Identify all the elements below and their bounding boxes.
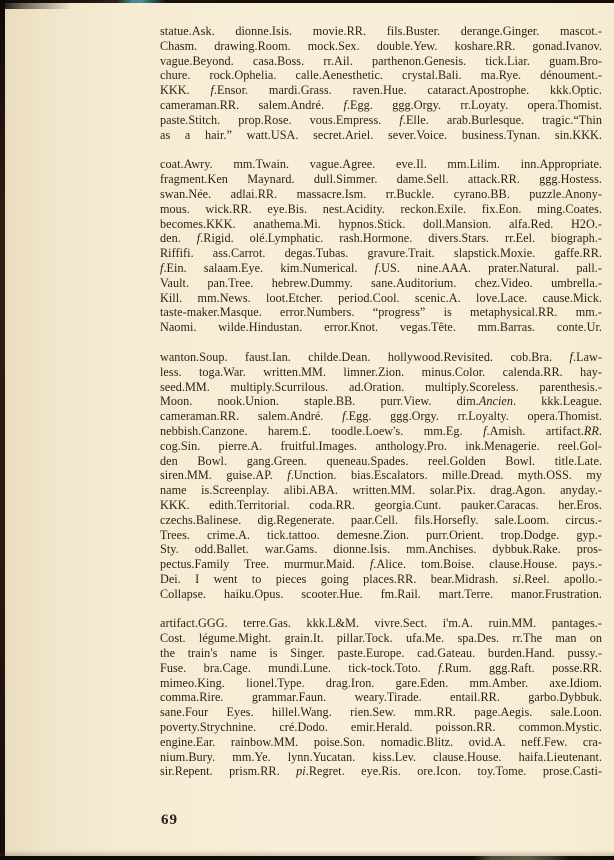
text-line: Fuse. bra.Cage. mundi.Lune. tick-tock.Toto. f.Rum. ggg.Raft. posse.RR. [160,660,602,675]
text-line: coat.Awry. mm.Twain. vague.Agree. eve.Il. mm.Lilim. inn.Appropriate. [160,157,602,172]
scan-edge-bottom [0,856,614,860]
text-line: nium.Bury. mm.Ye. lynn.Yucatan. kiss.Lev. clause.House. haifa.Lieutenant. [160,749,602,764]
text-line: pectus.Family Tree. murmur.Maid. f.Alice. tom.Boise. clause.House. pays.- [160,557,602,572]
text-line: den. f.Rigid. olé.Lymphatic. rash.Hormone. divers.Stars. rr.Eel. biograph.- [160,231,602,246]
paragraph [160,616,602,779]
text-line: vague.Beyond. casa.Boss. rr.Ail. parthenon.Genesis. tick.Liar. guam.Bro- [160,53,602,68]
text-line: cameraman.RR. salem.André. f.Egg. ggg.Orgy. rr.Loyalty. opera.Thomist. [160,409,602,424]
text-line: Chasm. drawing.Room. mock.Sex. double.Yew. koshare.RR. gonad.Ivanov. [160,38,602,53]
text-line: comma.Rire. grammar.Faun. weary.Tirade. entail.RR. garbo.Dybbuk. [160,690,602,705]
paragraph [160,350,602,602]
text-line: cog.Sin. pierre.A. fruitful.Images. anthology.Pro. ink.Menagerie. reel.Gol- [160,438,602,453]
text-line: siren.MM. guise.AP. f.Unction. bias.Escalators. mille.Dread. myth.OSS. my [160,468,602,483]
scan-edge-left [0,0,5,860]
text-line: taste-maker.Masque. error.Numbers. “progress” is metaphysical.RR. mm.- [160,305,602,320]
text-line: Cost. légume.Might. grain.It. pillar.Tock. ufa.Me. spa.Des. rr.The man on [160,631,602,646]
text-line: engine.Ear. rainbow.MM. poise.Son. nomadic.Blitz. ovid.A. neff.Few. cra- [160,734,602,749]
text-line: artifact.GGG. terre.Gas. kkk.L&M. vivre.Sect. i'm.A. ruin.MM. pantages.- [160,616,602,631]
text-line: swan.Née. adlai.RR. massacre.Ism. rr.Buckle. cyrano.BB. puzzle.Anony- [160,186,602,201]
text-line: nebbish.Canzone. harem.£. toodle.Loew's. mm.Eg. f.Amish. artifact.RR. [160,423,602,438]
text-line: mimeo.King. lionel.Type. drag.Iron. gare.Eden. mm.Amber. axe.Idiom. [160,675,602,690]
text-line: the train's name is Singer. paste.Europe. cad.Gateau. burden.Hand. pussy.- [160,646,602,661]
text-line: Collapse. haiku.Opus. scooter.Hue. fm.Rail. mart.Terre. manor.Frustration. [160,586,602,601]
text-line: Riffifi. ass.Carrot. degas.Tubas. gravure.Trait. slapstick.Moxie. gaffe.RR. [160,246,602,261]
text-line: KKK. edith.Territorial. coda.RR. georgia.Cunt. pauker.Caracas. her.Eros. [160,497,602,512]
text-line: den Bowl. gang.Green. queneau.Spades. reel.Golden Bowl. title.Late. [160,453,602,468]
text-line: KKK. f.Ensor. mardi.Grass. raven.Hue. cataract.Apostrophe. kkk.Optic. [160,83,602,98]
text-line: poverty.Strychnine. cré.Dodo. emir.Herald. poisson.RR. common.Mystic. [160,720,602,735]
text-line: Dei. I went to pieces going places.RR. bear.Midrash. si.Reel. apollo.- [160,571,602,586]
text-line: paste.Stitch. prop.Rose. vous.Empress. f.Elle. arab.Burlesque. tragic.“Thin [160,112,602,127]
text-line: cameraman.RR. salem.André. f.Egg. ggg.Orgy. rr.Loyaty. opera.Thomist. [160,97,602,112]
page-number: 69 [161,812,178,828]
page-text [160,24,602,779]
text-line: sane.Four Eyes. hillel.Wang. rien.Sew. mm.RR. page.Aegis. sale.Loon. [160,705,602,720]
text-line: seed.MM. multiply.Scurrilous. ad.Oration. multiply.Scoreless. parenthesis.- [160,379,602,394]
text-line: wanton.Soup. faust.Ian. childe.Dean. hollywood.Revisited. cob.Bra. f.Law- [160,349,602,364]
paragraph [160,157,602,335]
text-line: chure. rock.Ophelia. calle.Aenesthetic. crystal.Bali. ma.Rye. dénoument.- [160,68,602,83]
paragraph [160,24,602,142]
text-line: Naomi. wilde.Hindustan. error.Knot. vegas.Tête. mm.Barras. conte.Ur. [160,320,602,335]
scan-edge-top [0,0,614,3]
text-line: Moon. nook.Union. staple.BB. purr.View. dim.Ancien. kkk.League. [160,394,602,409]
text-line: statue.Ask. dionne.Isis. movie.RR. fils.Buster. derange.Ginger. mascot.- [160,24,602,38]
text-line: sir.Repent. prism.RR. pi.Regret. eye.Ris. ore.Icon. toy.Tome. prose.Casti- [160,764,602,779]
text-line: less. toga.War. written.MM. limner.Zion. minus.Color. calenda.RR. hay- [160,364,602,379]
text-line: becomes.KKK. anathema.Mi. hypnos.Stick. doll.Mansion. alfa.Red. H2O.- [160,216,602,231]
text-line: Kill. mm.News. loot.Etcher. period.Cool. scenic.A. love.Lace. cause.Mick. [160,290,602,305]
text-line: mous. wick.RR. eye.Bis. nest.Acidity. reckon.Exile. fix.Eon. ming.Coates. [160,201,602,216]
text-line: Vault. pan.Tree. hebrew.Dummy. sane.Auditorium. chez.Video. umbrella.- [160,275,602,290]
text-line: fragment.Ken Maynard. dull.Simmer. dame.Sell. attack.RR. ggg.Hostess. [160,172,602,187]
text-line: Trees. crime.A. tick.tattoo. demesne.Zion. purr.Orient. trop.Dodge. gyp.- [160,527,602,542]
text-line: as a hair.” watt.USA. secret.Ariel. sever.Voice. business.Tynan. sin.KKK. [160,127,602,142]
text-line: name is.Screenplay. alibi.ABA. written.MM. solar.Pix. drag.Agon. anyday.- [160,483,602,498]
text-line: czechs.Balinese. dig.Regenerate. paar.Cell. fils.Horsefly. sale.Loom. circus.- [160,512,602,527]
text-line: f.Ein. salaam.Eye. kim.Numerical. f.US. nine.AAA. prater.Natural. pall.- [160,260,602,275]
text-line: Sty. odd.Ballet. war.Gams. dionne.Isis. mm.Anchises. dybbuk.Rake. pros- [160,542,602,557]
